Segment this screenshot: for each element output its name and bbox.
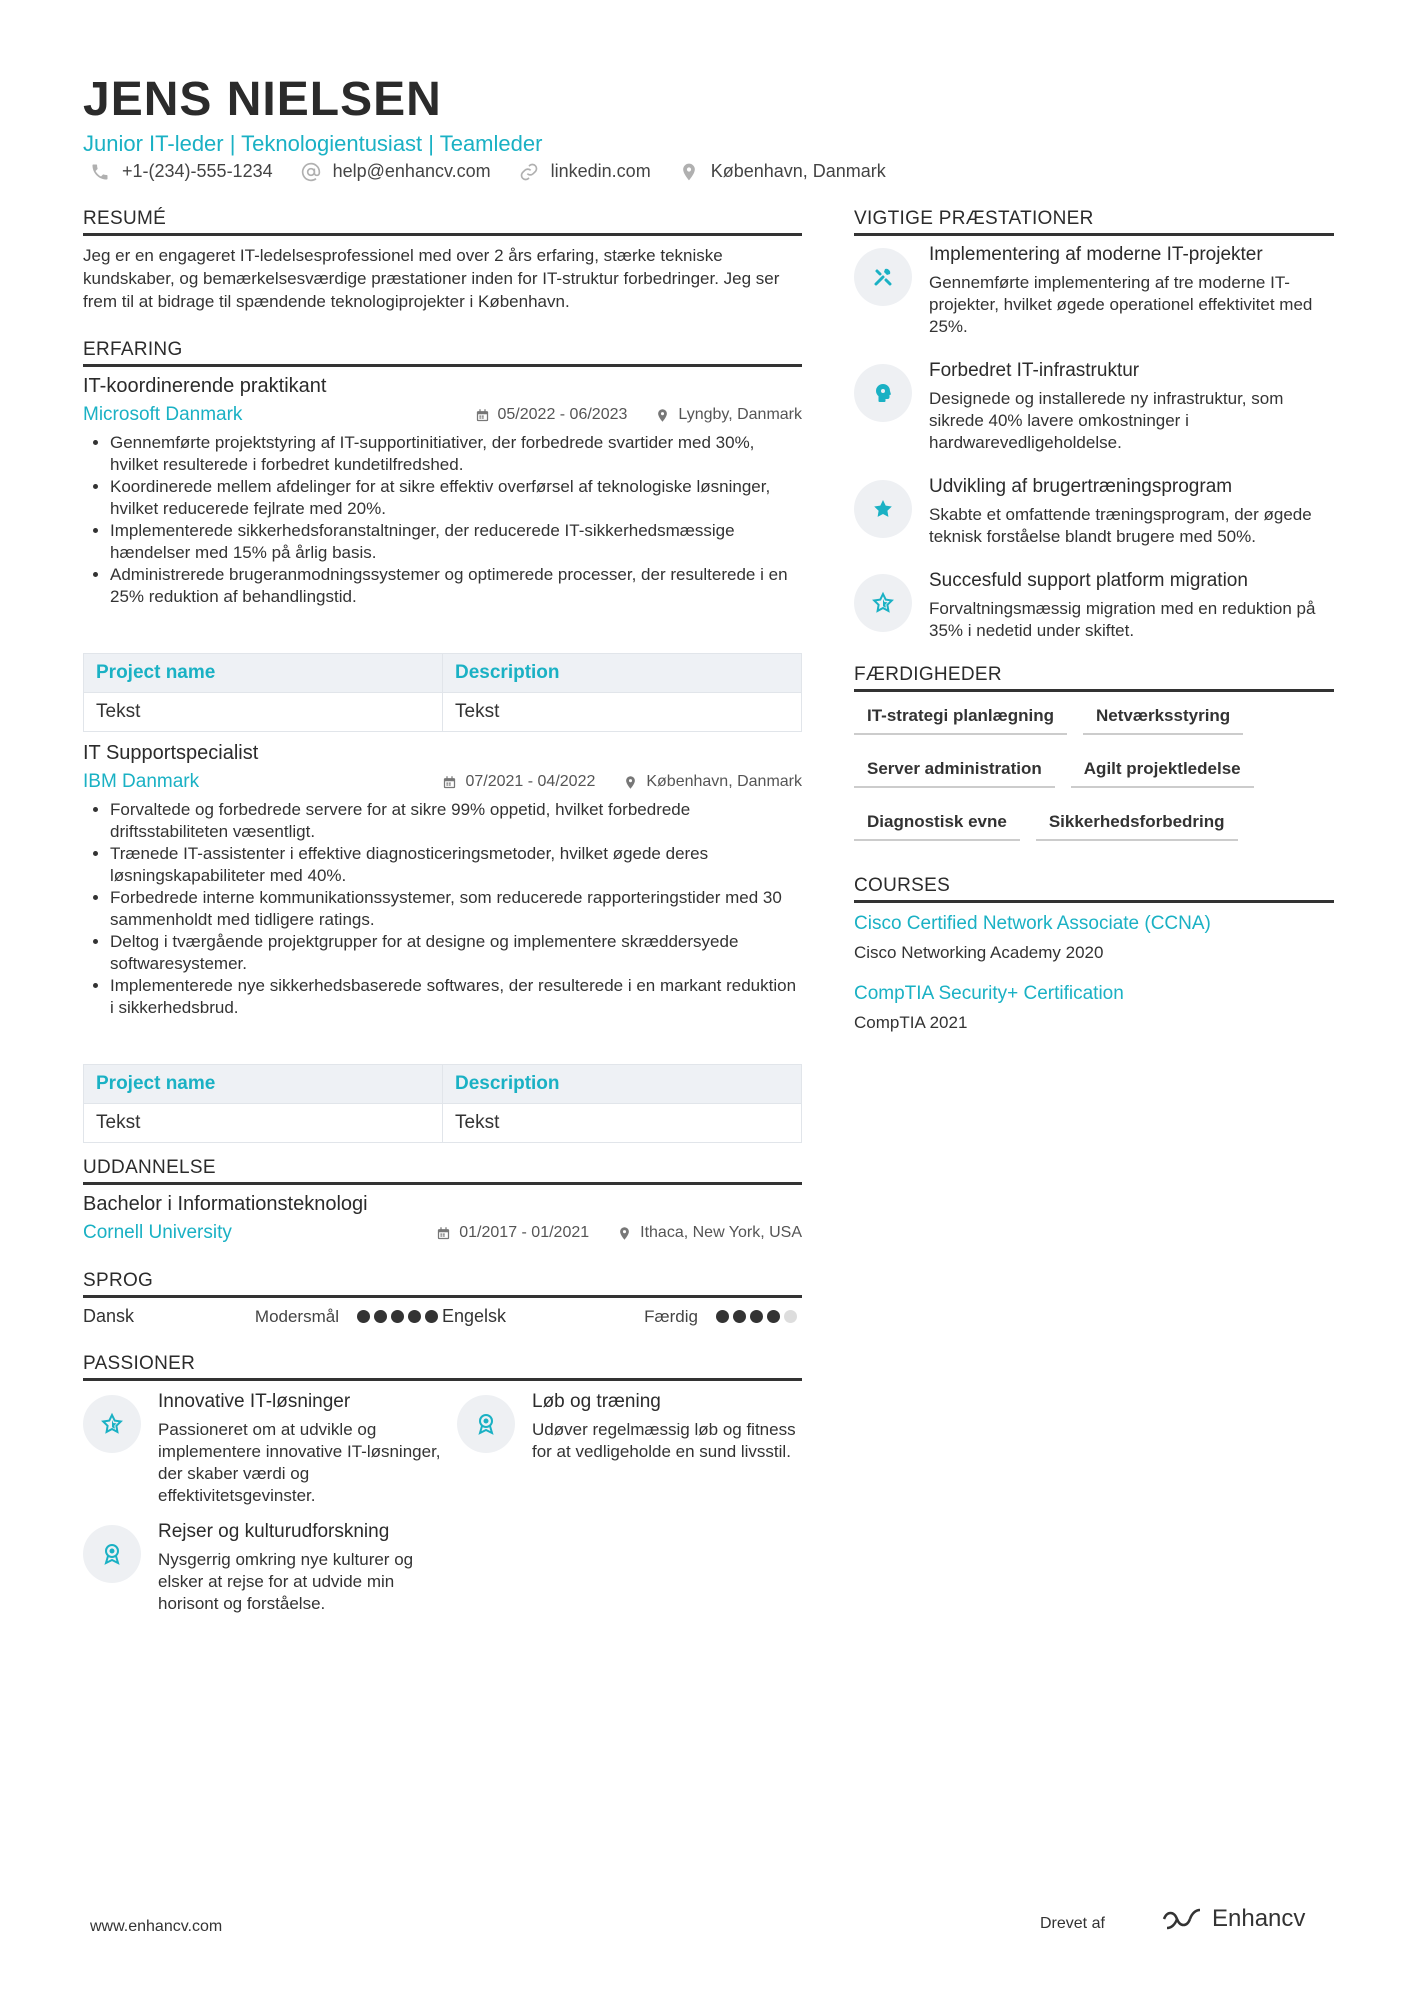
section-title: COURSES <box>854 875 1334 903</box>
passion-icon-badge <box>83 1395 141 1453</box>
course-title: CompTIA Security+ Certification <box>854 983 1124 1004</box>
skills-list <box>854 706 1334 865</box>
footer-url[interactable]: www.enhancv.com <box>90 1918 223 1935</box>
achievement-desc: Forvaltningsmæssig migration med en reduktion på 35% i nedetid under skiftet. <box>929 599 1316 640</box>
passion-title: Løb og træning <box>532 1391 661 1412</box>
section-title: ERFARING <box>83 339 802 367</box>
achievement-icon-badge <box>854 248 912 306</box>
rating-dot-filled <box>425 1310 438 1323</box>
passion-desc: Udøver regelmæssig løb og fitness for at vedligeholde en sund livsstil. <box>532 1420 796 1461</box>
passion-item <box>457 1391 802 1507</box>
language-rating <box>357 1310 442 1323</box>
job-meta <box>83 771 802 793</box>
experience-section <box>83 339 802 1143</box>
passion-icon-badge <box>457 1395 515 1453</box>
enhancv-logo-text: Enhancv <box>1212 1905 1306 1932</box>
rating-dot-filled <box>750 1310 763 1323</box>
table-header-description: Description <box>443 654 802 693</box>
phone-text: +1-(234)-555-1234 <box>122 161 273 181</box>
job-location <box>655 406 802 424</box>
courses-section <box>854 875 1334 1033</box>
job-meta <box>83 404 802 426</box>
bullet-item: • Forvaltede og forbedrede servere for at sikre 99% oppetid, hvilket forbedrede driftsstabiliteten væsentligt. <box>110 799 802 843</box>
location-pin-icon <box>655 408 670 423</box>
job-dates <box>442 773 595 791</box>
enhancv-logo[interactable] <box>1160 1905 1305 1933</box>
job-dates-text: 05/2022 - 06/2023 <box>497 406 628 423</box>
bullet-item: • Implementerede nye sikkerhedsbaserede softwares, der resulterede i en markant reduktion i sikkerhedsbrud. <box>110 975 802 1019</box>
tagline: Junior IT-leder | Teknologientusiast | Teamleder <box>83 131 543 156</box>
achievement-title: Implementering af moderne IT-projekter <box>929 244 1263 265</box>
calendar-icon <box>436 1226 451 1241</box>
achievement-icon-badge <box>854 364 912 422</box>
bullet-item: • Trænede IT-assistenter i effektive diagnosticeringsmetoder, hvilket øgede deres løsningskapabiliteter med 40%. <box>110 843 802 887</box>
education-section <box>83 1157 802 1244</box>
contact-email[interactable] <box>301 161 491 182</box>
rating-dot-filled <box>733 1310 746 1323</box>
candidate-name: JENS NIELSEN <box>83 73 442 126</box>
passion-icon-badge <box>83 1525 141 1583</box>
passion-body <box>158 1521 457 1615</box>
rating-dot-filled <box>716 1310 729 1323</box>
degree-title: Bachelor i Informationsteknologi <box>83 1193 368 1215</box>
language-name: Dansk <box>83 1306 135 1326</box>
languages-section <box>83 1270 802 1327</box>
skill-tag: Diagnostisk evne <box>854 812 1020 841</box>
passion-title: Innovative IT-løsninger <box>158 1391 351 1412</box>
course-title: Cisco Certified Network Associate (CCNA) <box>854 913 1211 934</box>
skills-section <box>854 664 1334 865</box>
section-title: PASSIONER <box>83 1353 802 1381</box>
rating-dot-filled <box>357 1310 370 1323</box>
summary-text: Jeg er en engageret IT-ledelsesprofessionel med over 2 års erfaring, stærke tekniske kundskaber, og bemærkelsesværdige præstationer inden for IT-struktur forbedringer. Jeg ser frem til at bidrage til spændende teknologiprojekter i København. <box>83 246 780 311</box>
brain-icon <box>871 381 895 405</box>
contact-bar <box>90 161 914 182</box>
calendar-icon <box>442 775 457 790</box>
achievement-desc: Skabte et omfattende træningsprogram, der øgede teknisk forståelse blandt brugere med 50%. <box>929 505 1312 546</box>
course-provider: Cisco Networking Academy 2020 <box>854 943 1104 962</box>
enhancv-logo-icon <box>1160 1906 1204 1932</box>
passion-item <box>83 1521 457 1615</box>
course-provider: CompTIA 2021 <box>854 1013 968 1032</box>
education-meta-details <box>408 1224 802 1242</box>
language-rating <box>716 1310 801 1323</box>
job-bullets <box>83 432 802 608</box>
achievement-desc: Gennemførte implementering af tre moderne IT-projekter, hvilket øgede operationel effektivitet med 25%. <box>929 273 1313 336</box>
job-dates-text: 07/2021 - 04/2022 <box>465 773 596 790</box>
table-header-project: Project name <box>84 1065 443 1104</box>
bullet-item: • Gennemførte projektstyring af IT-supportinitiativer, der forbedrede svartider med 30%, hvilket resulterede i forbedret kundetilfredshed. <box>110 432 802 476</box>
section-title: VIGTIGE PRÆSTATIONER <box>854 208 1334 236</box>
job-entry <box>83 742 802 1143</box>
star-icon <box>100 1412 124 1436</box>
linkedin-text: linkedin.com <box>550 161 651 181</box>
bullet-item: • Forbedrede interne kommunikationssystemer, som reducerede rapporteringstider med 30 sammenholdt med tidligere ratings. <box>110 887 802 931</box>
location-pin-icon <box>617 1226 632 1241</box>
link-icon <box>519 162 539 182</box>
achievement-body <box>929 476 1334 548</box>
at-icon <box>301 162 321 182</box>
skill-tag: Netværksstyring <box>1083 706 1243 735</box>
star-outline-icon <box>871 591 895 615</box>
calendar-icon <box>475 408 490 423</box>
achievement-title: Forbedret IT-infrastruktur <box>929 360 1140 381</box>
passion-body <box>532 1391 802 1507</box>
contact-linkedin[interactable] <box>519 161 651 182</box>
right-column <box>854 208 1334 1059</box>
project-table <box>83 1064 802 1143</box>
bullet-item: • Administrerede brugeranmodningssystemer og optimerede processer, der resulterede i en 25% reduktion af behandlingstid. <box>110 564 802 608</box>
language-level: Modersmål <box>254 1306 339 1326</box>
language-level: Færdig <box>644 1306 698 1326</box>
location-pin-icon <box>623 775 638 790</box>
table-row <box>84 1104 802 1143</box>
achievement-icon-badge <box>854 480 912 538</box>
section-title: FÆRDIGHEDER <box>854 664 1334 692</box>
achievement-item <box>854 244 1334 338</box>
skill-tag: Server administration <box>854 759 1055 788</box>
table-header-row <box>84 1065 802 1104</box>
passion-body <box>158 1391 457 1507</box>
summary-section <box>83 208 802 313</box>
rating-dot-filled <box>408 1310 421 1323</box>
job-meta-details <box>414 773 802 791</box>
table-row <box>84 693 802 732</box>
passion-desc: Nysgerrig omkring nye kulturer og elsker at rejse for at udvide min horisont og forståelse. <box>158 1550 414 1613</box>
table-cell: Tekst <box>84 693 443 732</box>
achievement-desc: Designede og installerede ny infrastruktur, som sikrede 40% lavere omkostninger i hardwarevedligeholdelse. <box>929 389 1284 452</box>
education-dates-text: 01/2017 - 01/2021 <box>459 1224 590 1241</box>
table-cell: Tekst <box>443 1104 802 1143</box>
skill-tag: Sikkerhedsforbedring <box>1036 812 1238 841</box>
footer-powered-by: Drevet af <box>1040 1915 1105 1932</box>
skill-tag: Agilt projektledelse <box>1071 759 1254 788</box>
education-location <box>617 1224 802 1242</box>
table-cell: Tekst <box>84 1104 443 1143</box>
job-entry <box>83 375 802 732</box>
job-title: IT Supportspecialist <box>83 742 259 764</box>
location-pin-icon <box>679 162 699 182</box>
achievement-title: Udvikling af brugertræningsprogram <box>929 476 1233 497</box>
award-icon <box>474 1412 498 1436</box>
bullet-item: • Koordinerede mellem afdelinger for at sikre effektiv overførsel af teknologiske løsninger, hvilket reducerede fejlrate med 20%. <box>110 476 802 520</box>
table-header-project: Project name <box>84 654 443 693</box>
rating-dot-filled <box>767 1310 780 1323</box>
achievement-item <box>854 476 1334 548</box>
job-location-text: København, Danmark <box>646 773 802 790</box>
bullet-item: • Implementerede sikkerhedsforanstaltninger, der reducerede IT-sikkerhedsmæssige hændelser med 15% på årlig basis. <box>110 520 802 564</box>
tools-icon <box>871 265 895 289</box>
job-location-text: Lyngby, Danmark <box>678 406 802 423</box>
contact-location <box>679 161 886 182</box>
award-icon <box>100 1542 124 1566</box>
job-location <box>623 773 802 791</box>
school-name: Cornell University <box>83 1222 232 1243</box>
company-name: Microsoft Danmark <box>83 404 243 425</box>
rating-dot-filled <box>391 1310 404 1323</box>
passions-section <box>83 1353 802 1615</box>
passion-title: Rejser og kulturudforskning <box>158 1521 390 1542</box>
company-name: IBM Danmark <box>83 771 200 792</box>
achievement-body <box>929 244 1334 338</box>
education-dates <box>436 1224 589 1242</box>
table-header-description: Description <box>443 1065 802 1104</box>
phone-icon <box>90 162 110 182</box>
job-meta-details <box>447 406 803 424</box>
location-text: København, Danmark <box>710 161 886 181</box>
section-title: SPROG <box>83 1270 802 1298</box>
left-column <box>83 208 802 1641</box>
achievement-item <box>854 570 1334 642</box>
star-icon <box>871 497 895 521</box>
passion-desc: Passioneret om at udvikle og implementere innovative IT-løsninger, der skaber værdi og effektivitetsgevinster. <box>158 1420 441 1505</box>
job-bullets <box>83 799 802 1019</box>
language-row <box>83 1306 802 1327</box>
table-cell: Tekst <box>443 693 802 732</box>
achievement-title: Succesfuld support platform migration <box>929 570 1248 591</box>
language-item <box>442 1306 801 1327</box>
passions-grid <box>83 1391 802 1615</box>
email-text: help@enhancv.com <box>332 161 491 181</box>
achievement-item <box>854 360 1334 454</box>
passion-item <box>83 1391 457 1507</box>
achievement-body <box>929 360 1334 454</box>
education-location-text: Ithaca, New York, USA <box>640 1224 802 1241</box>
language-item <box>83 1306 442 1327</box>
education-meta <box>83 1222 802 1244</box>
skill-tag: IT-strategi planlægning <box>854 706 1067 735</box>
achievements-section <box>854 208 1334 642</box>
table-header-row <box>84 654 802 693</box>
achievement-body <box>929 570 1334 642</box>
achievement-icon-badge <box>854 574 912 632</box>
bullet-item: • Deltog i tværgående projektgrupper for at designe og implementere skræddersyede softwaresystemer. <box>110 931 802 975</box>
rating-dot-filled <box>374 1310 387 1323</box>
job-title: IT-koordinerende praktikant <box>83 375 327 397</box>
contact-phone[interactable] <box>90 161 273 182</box>
rating-dot-empty <box>784 1310 797 1323</box>
job-dates <box>475 406 628 424</box>
language-name: Engelsk <box>442 1306 507 1326</box>
project-table <box>83 653 802 732</box>
section-title: UDDANNELSE <box>83 1157 802 1185</box>
section-title: RESUMÉ <box>83 208 802 236</box>
